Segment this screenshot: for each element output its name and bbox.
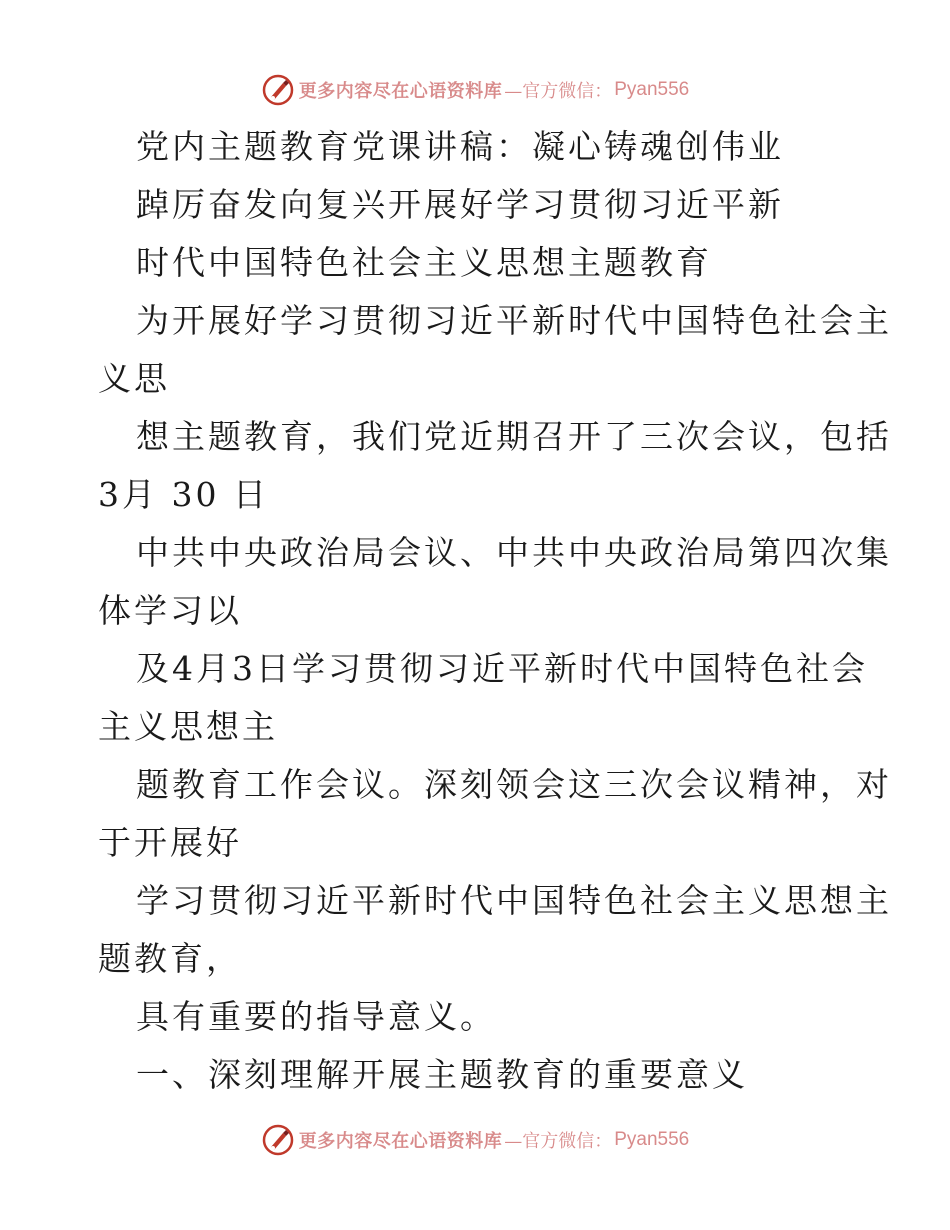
watermark-banner-top — [0, 70, 950, 110]
watermark-brand-text: 更多内容尽在心语资料库 — [298, 1131, 503, 1152]
paragraph-line: 为开展好学习贯彻习近平新时代中国特色社会主 — [136, 301, 892, 340]
watermark-banner-bottom — [0, 1120, 950, 1160]
paragraph-line: 题教育， — [98, 939, 242, 978]
document-title-line-1: 党内主题教育党课讲稿：凝心铸魂创伟业 — [136, 127, 784, 166]
paragraph-line: 题教育工作会议。深刻领会这三次会议精神，对 — [136, 765, 892, 804]
paragraph-line: 具有重要的指导意义。 — [136, 997, 496, 1036]
paragraph-line: 义思 — [98, 359, 170, 398]
paragraph-line: 想主题教育，我们党近期召开了三次会议，包括 — [136, 417, 892, 456]
paragraph-line: 及4月3日学习贯彻习近平新时代中国特色社会 — [136, 649, 868, 688]
paragraph-line: 中共中央政治局会议、中共中央政治局第四次集 — [136, 533, 892, 572]
watermark-official-label: —官方微信： — [504, 81, 613, 102]
paragraph-line: 3月 30 日 — [98, 475, 269, 514]
pen-nib-logo-icon — [261, 1123, 295, 1157]
watermark-brand-text: 更多内容尽在心语资料库 — [298, 81, 503, 102]
paragraph-line: 主义思想主 — [98, 707, 278, 746]
paragraph-line: 学习贯彻习近平新时代中国特色社会主义思想主 — [136, 881, 892, 920]
watermark-wechat-id: Pyan556 — [614, 79, 690, 100]
watermark-official-label: —官方微信： — [504, 1131, 613, 1152]
section-heading: 一、深刻理解开展主题教育的重要意义 — [136, 1055, 748, 1094]
pen-nib-logo-icon — [261, 73, 295, 107]
paragraph-line: 于开展好 — [98, 823, 242, 862]
document-title-line-2: 踔厉奋发向复兴开展好学习贯彻习近平新 — [136, 185, 784, 224]
document-title-line-3: 时代中国特色社会主义思想主题教育 — [136, 243, 712, 282]
paragraph-line: 体学习以 — [98, 591, 242, 630]
watermark-wechat-id: Pyan556 — [614, 1129, 690, 1150]
